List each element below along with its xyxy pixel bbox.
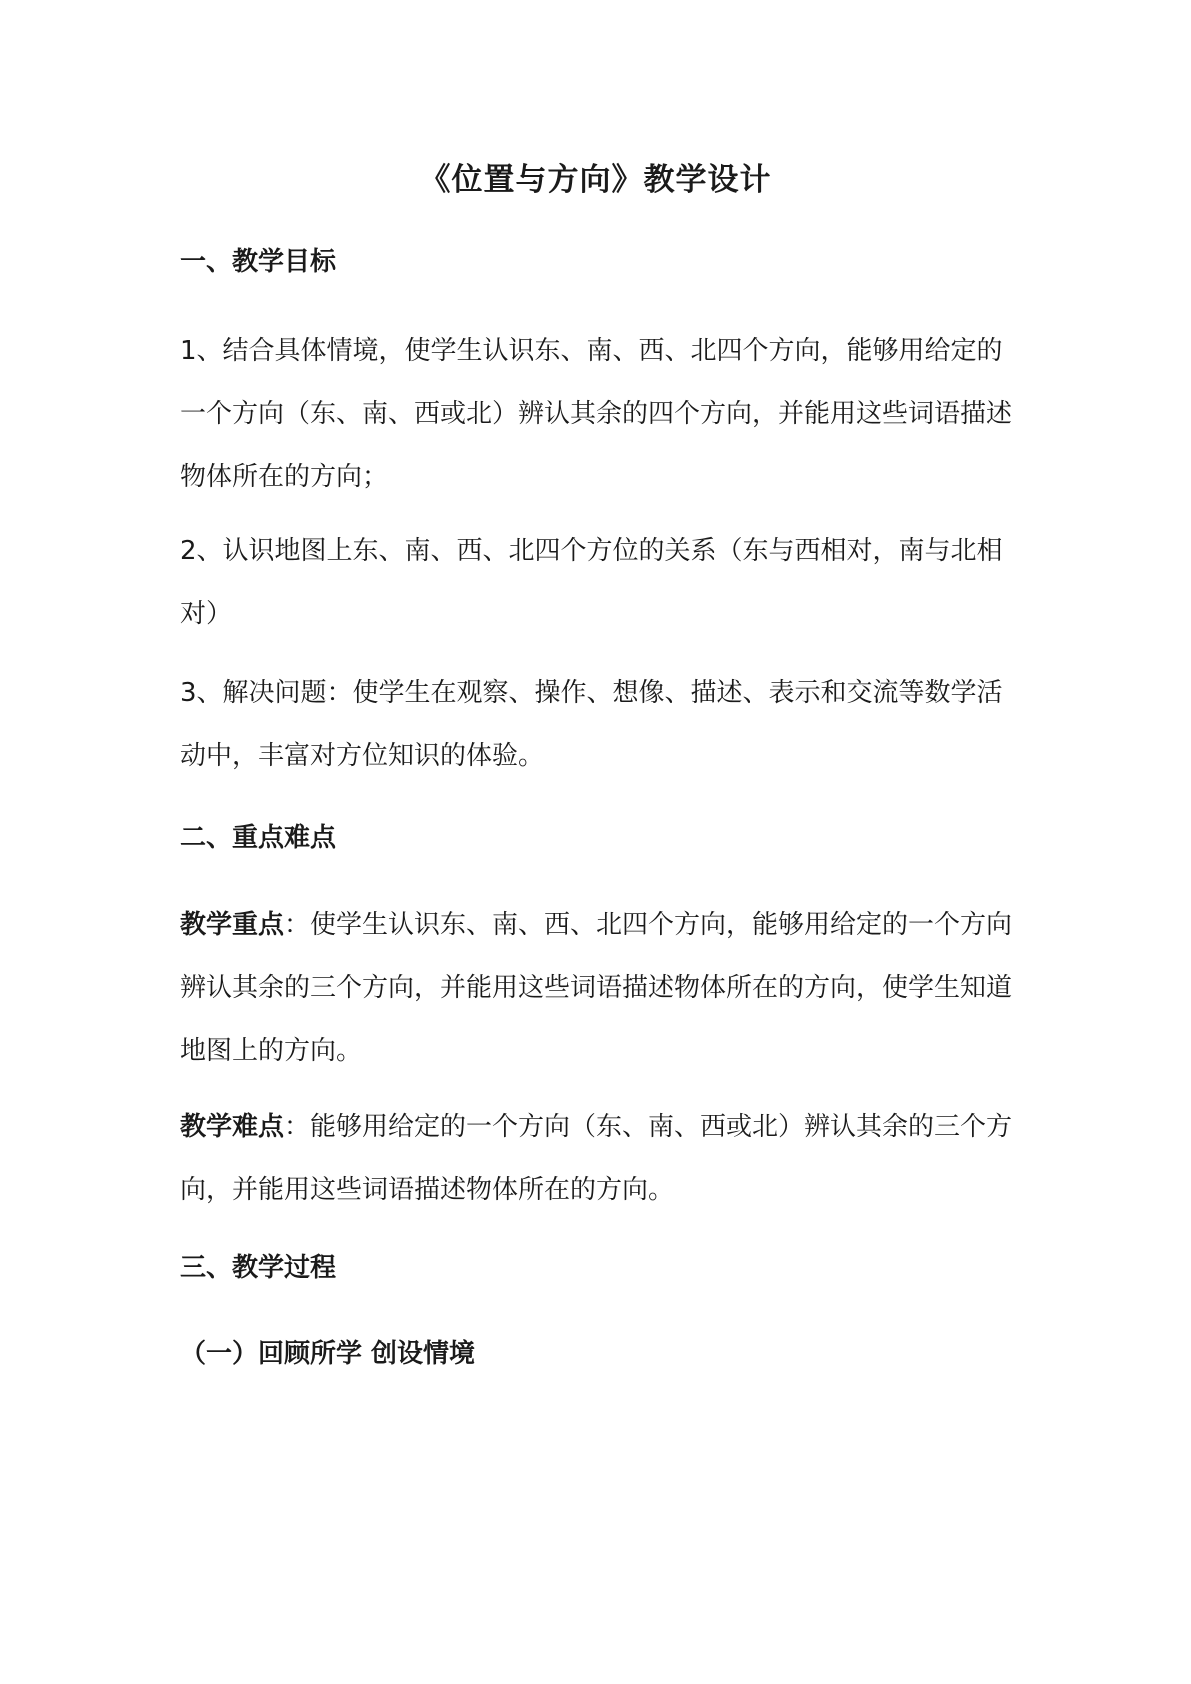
difficult-point-label: 教学难点: [180, 1112, 285, 1142]
section-heading-objectives: 一、教学目标: [180, 247, 337, 277]
objective-item-3: 3、解决问题：使学生在观察、操作、想像、描述、表示和交流等数学活动中，丰富对方位知识的体验。: [180, 678, 1003, 771]
document-title: 《位置与方向》教学设计: [419, 162, 772, 198]
objective-item-2: 2、认识地图上东、南、西、北四个方位的关系（东与西相对，南与北相对）: [180, 536, 1003, 629]
difficult-point-text: ：能够用给定的一个方向（东、南、西或北）辨认其余的三个方向，并能用这些词语描述物体所在的方向。: [180, 1112, 1013, 1205]
objective-item-1: 1、结合具体情境，使学生认识东、南、西、北四个方向，能够用给定的一个方向（东、南、西或北）辨认其余的四个方向，并能用这些词语描述物体所在的方向；: [180, 336, 1013, 492]
key-point-label: 教学重点: [180, 910, 285, 940]
subsection-heading-review: （一）回顾所学 创设情境: [180, 1339, 476, 1369]
difficult-point-paragraph: [180, 1096, 1020, 1222]
key-point-text: ：使学生认识东、南、西、北四个方向，能够用给定的一个方向辨认其余的三个方向，并能用这些词语描述物体所在的方向，使学生知道地图上的方向。: [180, 910, 1013, 1066]
section-heading-key-difficult: 二、重点难点: [180, 823, 337, 853]
section-heading-process: 三、教学过程: [180, 1253, 337, 1283]
key-point-paragraph: [180, 894, 1020, 1083]
